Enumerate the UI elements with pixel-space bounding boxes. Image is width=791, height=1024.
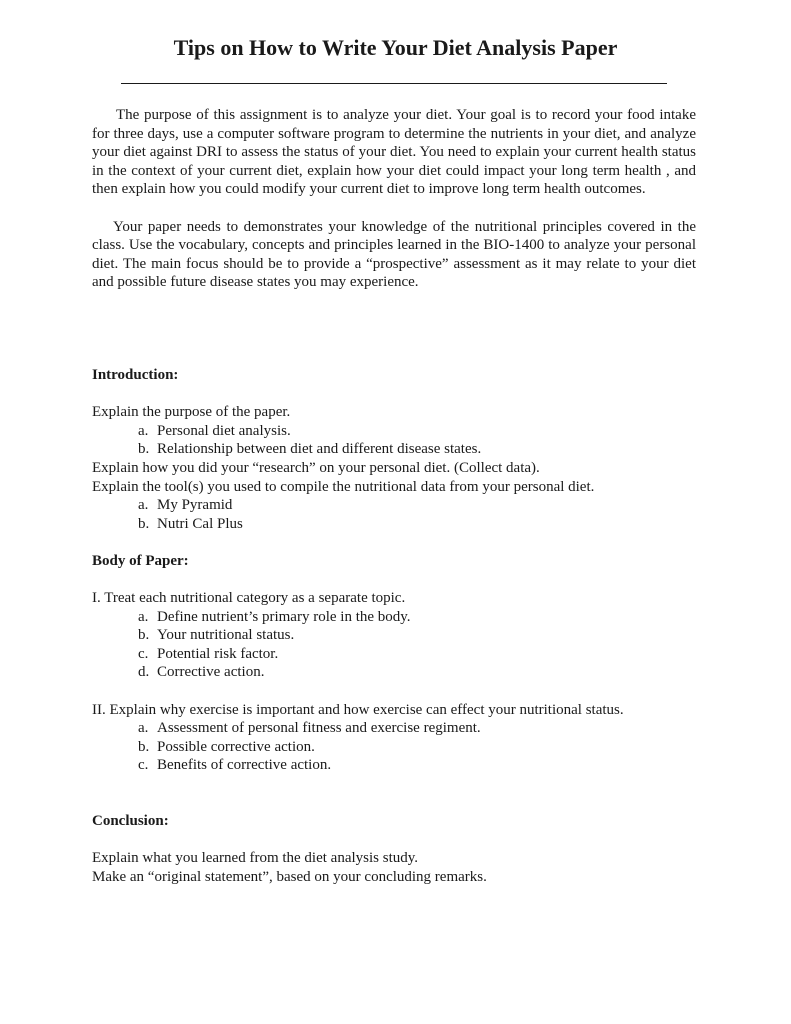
conclusion-heading: Conclusion: (92, 813, 169, 829)
body-section-2: II. Explain why exercise is important and how exercise can effect your nutritional status. (92, 701, 624, 718)
list-item-text: Potential risk factor. (157, 645, 279, 662)
body-section-1: I. Treat each nutritional category as a separate topic. (92, 590, 406, 607)
list-item (92, 663, 696, 682)
list-item-text: Nutri Cal Plus (157, 515, 243, 532)
list-item-text: Benefits of corrective action. (157, 757, 332, 774)
list-item-label: a. (138, 720, 149, 737)
list-item (92, 608, 696, 627)
knowledge-paragraph: Your paper needs to demonstrates your knowledge of the nutritional principles covered in the class. Use the vocabulary, concepts and principles learned in the BIO-1400 to analyze your personal diet. The main focus should be to provide a “prospective” assessment as it may relate to your diet and possible future disease states you may experience. (92, 218, 696, 291)
body-heading: Body of Paper: (92, 552, 189, 569)
list-item-text: Corrective action. (157, 664, 265, 681)
list-item (92, 738, 696, 757)
list-item-label: b. (138, 515, 150, 532)
spacer (92, 682, 696, 701)
list-item-label: c. (138, 757, 149, 774)
list-item-label: c. (138, 645, 149, 662)
list-item-label: a. (138, 497, 149, 514)
list-item (92, 719, 696, 738)
list-item-text: My Pyramid (157, 497, 233, 514)
list-item (92, 756, 696, 775)
list-item-text: Relationship between diet and different disease states. (157, 441, 482, 458)
introduction-heading: Introduction: (92, 366, 179, 383)
document-body (92, 106, 696, 886)
list-item (92, 515, 696, 534)
list-item-text: Personal diet analysis. (157, 422, 291, 439)
list-item-label: d. (138, 664, 150, 681)
list-item-label: b. (138, 441, 150, 458)
list-item (92, 626, 696, 645)
title-underline (121, 83, 667, 84)
intro-research-line: Explain how you did your “research” on your personal diet. (Collect data). (92, 459, 540, 476)
list-item-text: Possible corrective action. (157, 738, 315, 755)
list-item (92, 440, 696, 459)
list-item-text: Your nutritional status. (157, 627, 295, 644)
list-item (92, 422, 696, 441)
list-item (92, 645, 696, 664)
conclusion-line: Explain what you learned from the diet analysis study. (92, 850, 419, 867)
intro-tools-line: Explain the tool(s) you used to compile the nutritional data from your personal diet. (92, 478, 595, 495)
list-item-label: a. (138, 422, 149, 439)
list-item-label: b. (138, 627, 150, 644)
list-item-text: Assessment of personal fitness and exercise regiment. (157, 720, 481, 737)
list-item-label: a. (138, 608, 149, 625)
purpose-paragraph: The purpose of this assignment is to analyze your diet. Your goal is to record your food intake for three days, use a computer software program to determine the nutrients in your diet, and analyze your diet against DRI to assess the status of your diet. You need to explain your current health status in the context of your current diet, explain how your diet could impact your long term health , and then explain how you could modify your current diet to improve long term health outcomes. (92, 107, 696, 198)
intro-purpose-line: Explain the purpose of the paper. (92, 404, 291, 421)
list-item-label: b. (138, 738, 150, 755)
conclusion-line: Make an “original statement”, based on your concluding remarks. (92, 868, 487, 885)
list-item-text: Define nutrient’s primary role in the body. (157, 608, 411, 625)
document-title: Tips on How to Write Your Diet Analysis Paper (173, 35, 618, 60)
list-item (92, 496, 696, 515)
